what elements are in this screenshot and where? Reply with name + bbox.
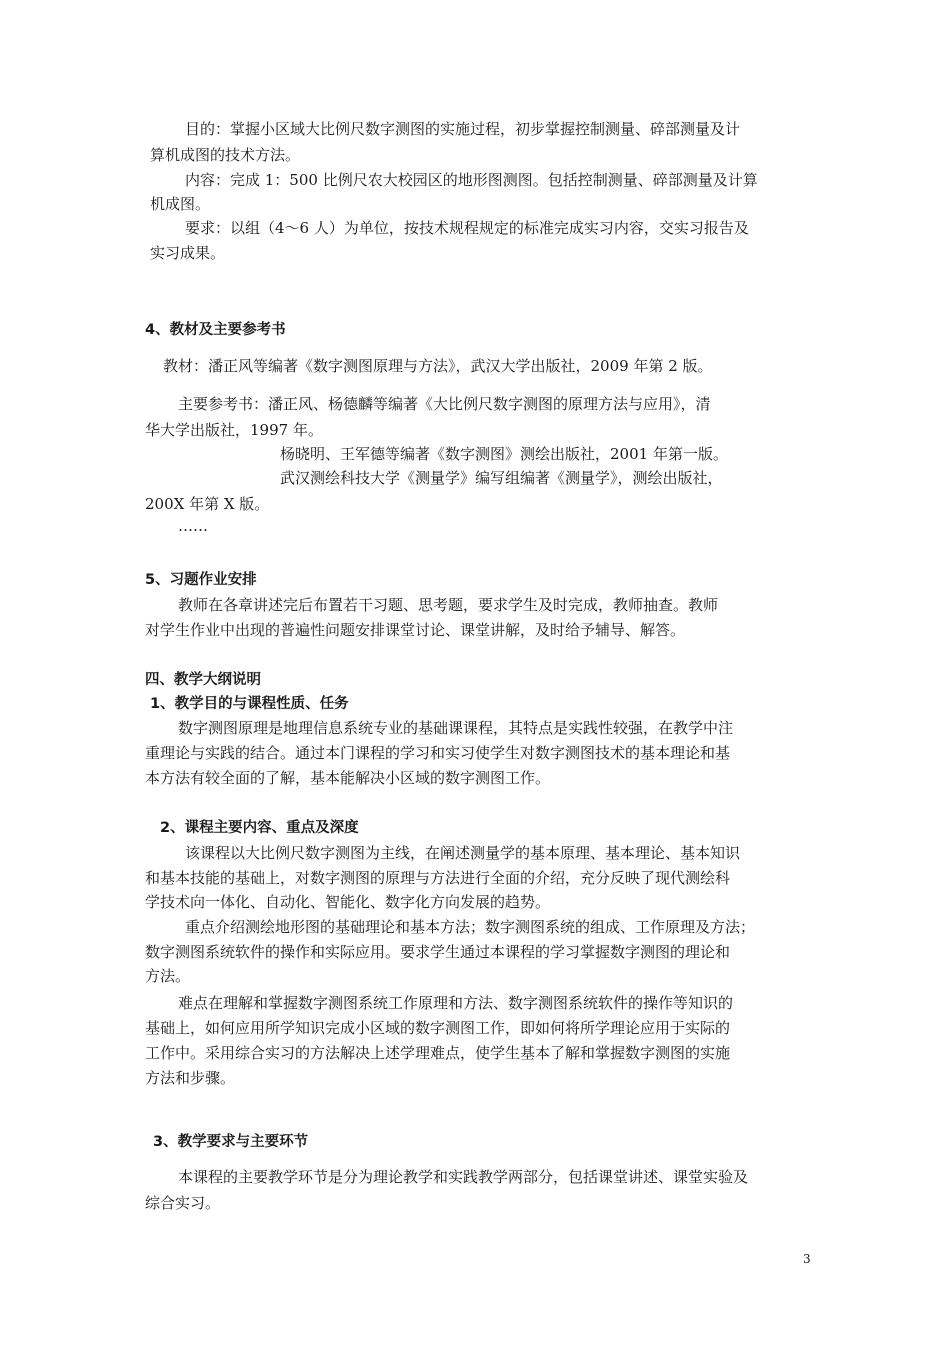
section-heading-outline: 四、教学大纲说明 — [145, 672, 261, 688]
outline-s3-line: 综合实习。 — [145, 1194, 221, 1212]
outline-s2-p2-line: 方法。 — [145, 967, 191, 985]
outline-s1-line: 重理论与实践的结合。通过本门课程的学习和实习使学生对数字测图技术的基本理论和基 — [145, 744, 731, 762]
practice-requirement-line: 要求：以组（4～6 人）为单位，按技术规程规定的标准完成实习内容，交实习报告及 — [185, 219, 749, 237]
outline-s2-p3-line: 难点在理解和掌握数字测图系统工作原理和方法、数字测图系统软件的操作等知识的 — [178, 994, 734, 1012]
page-number: 3 — [803, 1252, 811, 1266]
section-heading-homework: 5、习题作业安排 — [145, 572, 257, 588]
textbook-line: 教材：潘正风等编著《数字测图原理与方法》，武汉大学出版社，2009 年第 2 版。 — [163, 357, 713, 375]
outline-s1-line: 本方法有较全面的了解，基本能解决小区域的数字测图工作。 — [145, 769, 551, 787]
section-heading-textbooks: 4、教材及主要参考书 — [145, 322, 286, 338]
subsection-heading-1: 1、教学目的与课程性质、任务 — [150, 696, 349, 712]
outline-s2-p1-line: 该课程以大比例尺数字测图为主线，在阐述测量学的基本原理、基本理论、基本知识 — [185, 844, 741, 862]
outline-s1-line: 数字测图原理是地理信息系统专业的基础课课程，其特点是实践性较强，在教学中注 — [178, 719, 734, 737]
practice-purpose-line: 算机成图的技术方法。 — [150, 146, 301, 164]
practice-requirement-line: 实习成果。 — [150, 244, 226, 262]
reference-line: 华大学出版社，1997 年。 — [145, 421, 323, 439]
outline-s2-p3-line: 方法和步骤。 — [145, 1069, 236, 1087]
outline-s2-p2-line: 重点介绍测绘地形图的基础理论和基本方法；数字测图系统的组成、工作原理及方法； — [185, 918, 756, 936]
reference-line: 主要参考书：潘正风、杨德麟等编著《大比例尺数字测图的原理方法与应用》，清 — [178, 395, 711, 413]
reference-line: 武汉测绘科技大学《测量学》编写组编著《测量学》，测绘出版社， — [280, 469, 723, 487]
outline-s2-p2-line: 数字测图系统软件的操作和实际应用。要求学生通过本课程的学习掌握数字测图的理论和 — [145, 943, 731, 961]
outline-s2-p1-line: 学技术向一体化、自动化、智能化、数字化方向发展的趋势。 — [145, 893, 551, 911]
subsection-heading-2: 2、课程主要内容、重点及深度 — [160, 820, 359, 836]
ellipsis: …… — [178, 517, 208, 535]
practice-purpose-line: 目的：掌握小区域大比例尺数字测图的实施过程，初步掌握控制测量、碎部测量及计 — [185, 120, 741, 138]
reference-line: 200X 年第 X 版。 — [145, 495, 270, 513]
reference-line: 杨晓明、王军德等编著《数字测图》测绘出版社，2001 年第一版。 — [280, 445, 728, 463]
practice-content-line: 内容：完成 1：500 比例尺农大校园区的地形图测图。包括控制测量、碎部测量及计算 — [185, 171, 758, 189]
practice-content-line: 机成图。 — [150, 195, 211, 213]
outline-s3-line: 本课程的主要教学环节是分为理论教学和实践教学两部分，包括课堂讲述、课堂实验及 — [178, 1168, 749, 1186]
homework-line: 教师在各章讲述完后布置若干习题、思考题，要求学生及时完成，教师抽查。教师 — [178, 596, 719, 614]
homework-line: 对学生作业中出现的普遍性问题安排课堂讨论、课堂讲解，及时给予辅导、解答。 — [145, 621, 686, 639]
outline-s2-p3-line: 工作中。采用综合实习的方法解决上述学理难点，使学生基本了解和掌握数字测图的实施 — [145, 1044, 731, 1062]
outline-s2-p3-line: 基础上，如何应用所学知识完成小区域的数字测图工作，即如何将所学理论应用于实际的 — [145, 1019, 731, 1037]
outline-s2-p1-line: 和基本技能的基础上，对数字测图的原理与方法进行全面的介绍，充分反映了现代测绘科 — [145, 869, 731, 887]
subsection-heading-3: 3、教学要求与主要环节 — [153, 1134, 309, 1150]
